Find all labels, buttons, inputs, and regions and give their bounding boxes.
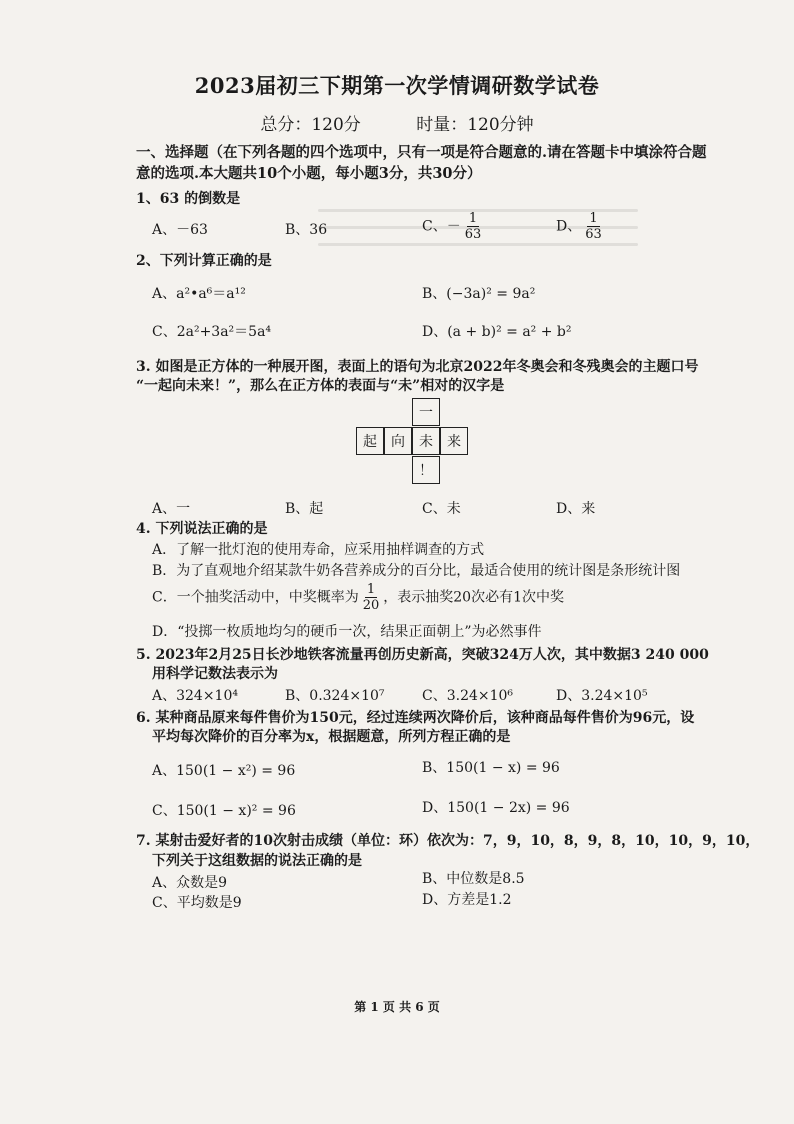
- q6-option-b: B、150(1 − x) = 96: [422, 760, 560, 776]
- question-3-stem-line1: 3. 如图是正方体的一种展开图，表面上的语句为北京2022年冬奥会和冬残奥会的主题口号: [136, 359, 699, 375]
- cube-face-2: 向: [384, 427, 412, 455]
- question-7-stem-line2: 下列关于这组数据的说法正确的是: [152, 853, 362, 869]
- page-footer: 第 1 页 共 6 页: [354, 1000, 440, 1014]
- q5-option-d: D、3.24×10⁵: [556, 688, 648, 704]
- question-6-stem-line1: 6. 某种商品原来每件售价为150元，经过连续两次降价后，该种商品每件售价为96元，设: [136, 710, 695, 726]
- q7-option-a: A、众数是9: [152, 875, 228, 891]
- q3-option-a: A、一: [152, 501, 191, 517]
- q2-option-a: A、a²•a⁶＝a¹²: [152, 286, 246, 302]
- q2-option-c: C、2a²+3a²＝5a⁴: [152, 324, 272, 340]
- question-2-stem: 2、下列计算正确的是: [136, 253, 272, 269]
- q7-option-c: C、平均数是9: [152, 895, 242, 911]
- question-6-stem-line2: 平均每次降价的百分率为x，根据题意，所列方程正确的是: [152, 729, 511, 745]
- q3-option-b: B、起: [285, 501, 324, 517]
- exam-title: 2023届初三下期第一次学情调研数学试卷: [194, 73, 600, 98]
- question-7-stem-line1: 7. 某射击爱好者的10次射击成绩（单位：环）依次为：7，9，10，8，9，8，10，10，9，10，: [136, 833, 760, 849]
- q6-option-d: D、150(1 − 2x) = 96: [422, 800, 570, 816]
- q4-option-a: A．了解一批灯泡的使用寿命，应采用抽样调查的方式: [152, 542, 485, 558]
- q7-option-b: B、中位数是8.5: [422, 871, 525, 887]
- question-5-stem-line2: 用科学记数法表示为: [152, 666, 278, 682]
- cube-net-figure: [354, 398, 474, 488]
- q3-option-c: C、未: [422, 501, 461, 517]
- q4-option-c: C．一个抽奖活动中，中奖概率为 $\frac{1}{20}$ ，表示抽奖20次必有1次中奖: [152, 582, 564, 613]
- q3-option-d: D、来: [556, 501, 596, 517]
- question-5-stem-line1: 5. 2023年2月25日长沙地铁客流量再创历史新高，突破324万人次，其中数据3 240 000: [136, 647, 709, 663]
- question-3-stem-line2: “一起向未来！”，那么在正方体的表面与“未”相对的汉字是: [136, 378, 505, 394]
- cube-face-1: 起: [356, 427, 384, 455]
- cube-face-top: 一: [412, 398, 440, 426]
- total-score: 总分：120分: [260, 115, 361, 135]
- q1-option-b: B、36: [285, 222, 328, 238]
- cube-face-3: 未: [412, 427, 440, 455]
- q1-option-a: A、－63: [152, 222, 208, 238]
- q2-option-d: D、(a + b)² = a² + b²: [422, 324, 572, 340]
- question-1-stem: 1、63 的倒数是: [136, 191, 241, 207]
- q6-option-c: C、150(1 − x)² = 96: [152, 803, 296, 819]
- q5-option-c: C、3.24×10⁶: [422, 688, 514, 704]
- q1-option-c: C、－ $\frac{1}{63}$: [422, 211, 482, 242]
- time-limit: 时量：120分钟: [416, 115, 534, 135]
- q4-option-b: B．为了直观地介绍某款牛奶各营养成分的百分比，最适合使用的统计图是条形统计图: [152, 563, 681, 579]
- section-heading-line1: 一、选择题（在下列各题的四个选项中，只有一项是符合题意的.请在答题卡中填涂符合题: [136, 144, 707, 161]
- q6-option-a: A、150(1 − x²) = 96: [152, 763, 296, 779]
- q5-option-a: A、324×10⁴: [152, 688, 238, 704]
- question-4-stem: 4. 下列说法正确的是: [136, 521, 268, 537]
- exam-subtitle: [0, 110, 794, 135]
- q2-option-b: B、(−3a)² = 9a²: [422, 286, 536, 302]
- q5-option-b: B、0.324×10⁷: [285, 688, 385, 704]
- q1-option-d: D、 $\frac{1}{63}$: [556, 211, 602, 242]
- q4-option-d: D．“投掷一枚质地均匀的硬币一次，结果正面朝上”为必然事件: [152, 624, 542, 640]
- cube-face-bottom: ！: [412, 456, 440, 484]
- section-heading-line2: 意的选项.本大题共10个小题，每小题3分，共30分）: [136, 165, 482, 182]
- cube-face-4: 来: [440, 427, 468, 455]
- q7-option-d: D、方差是1.2: [422, 892, 512, 908]
